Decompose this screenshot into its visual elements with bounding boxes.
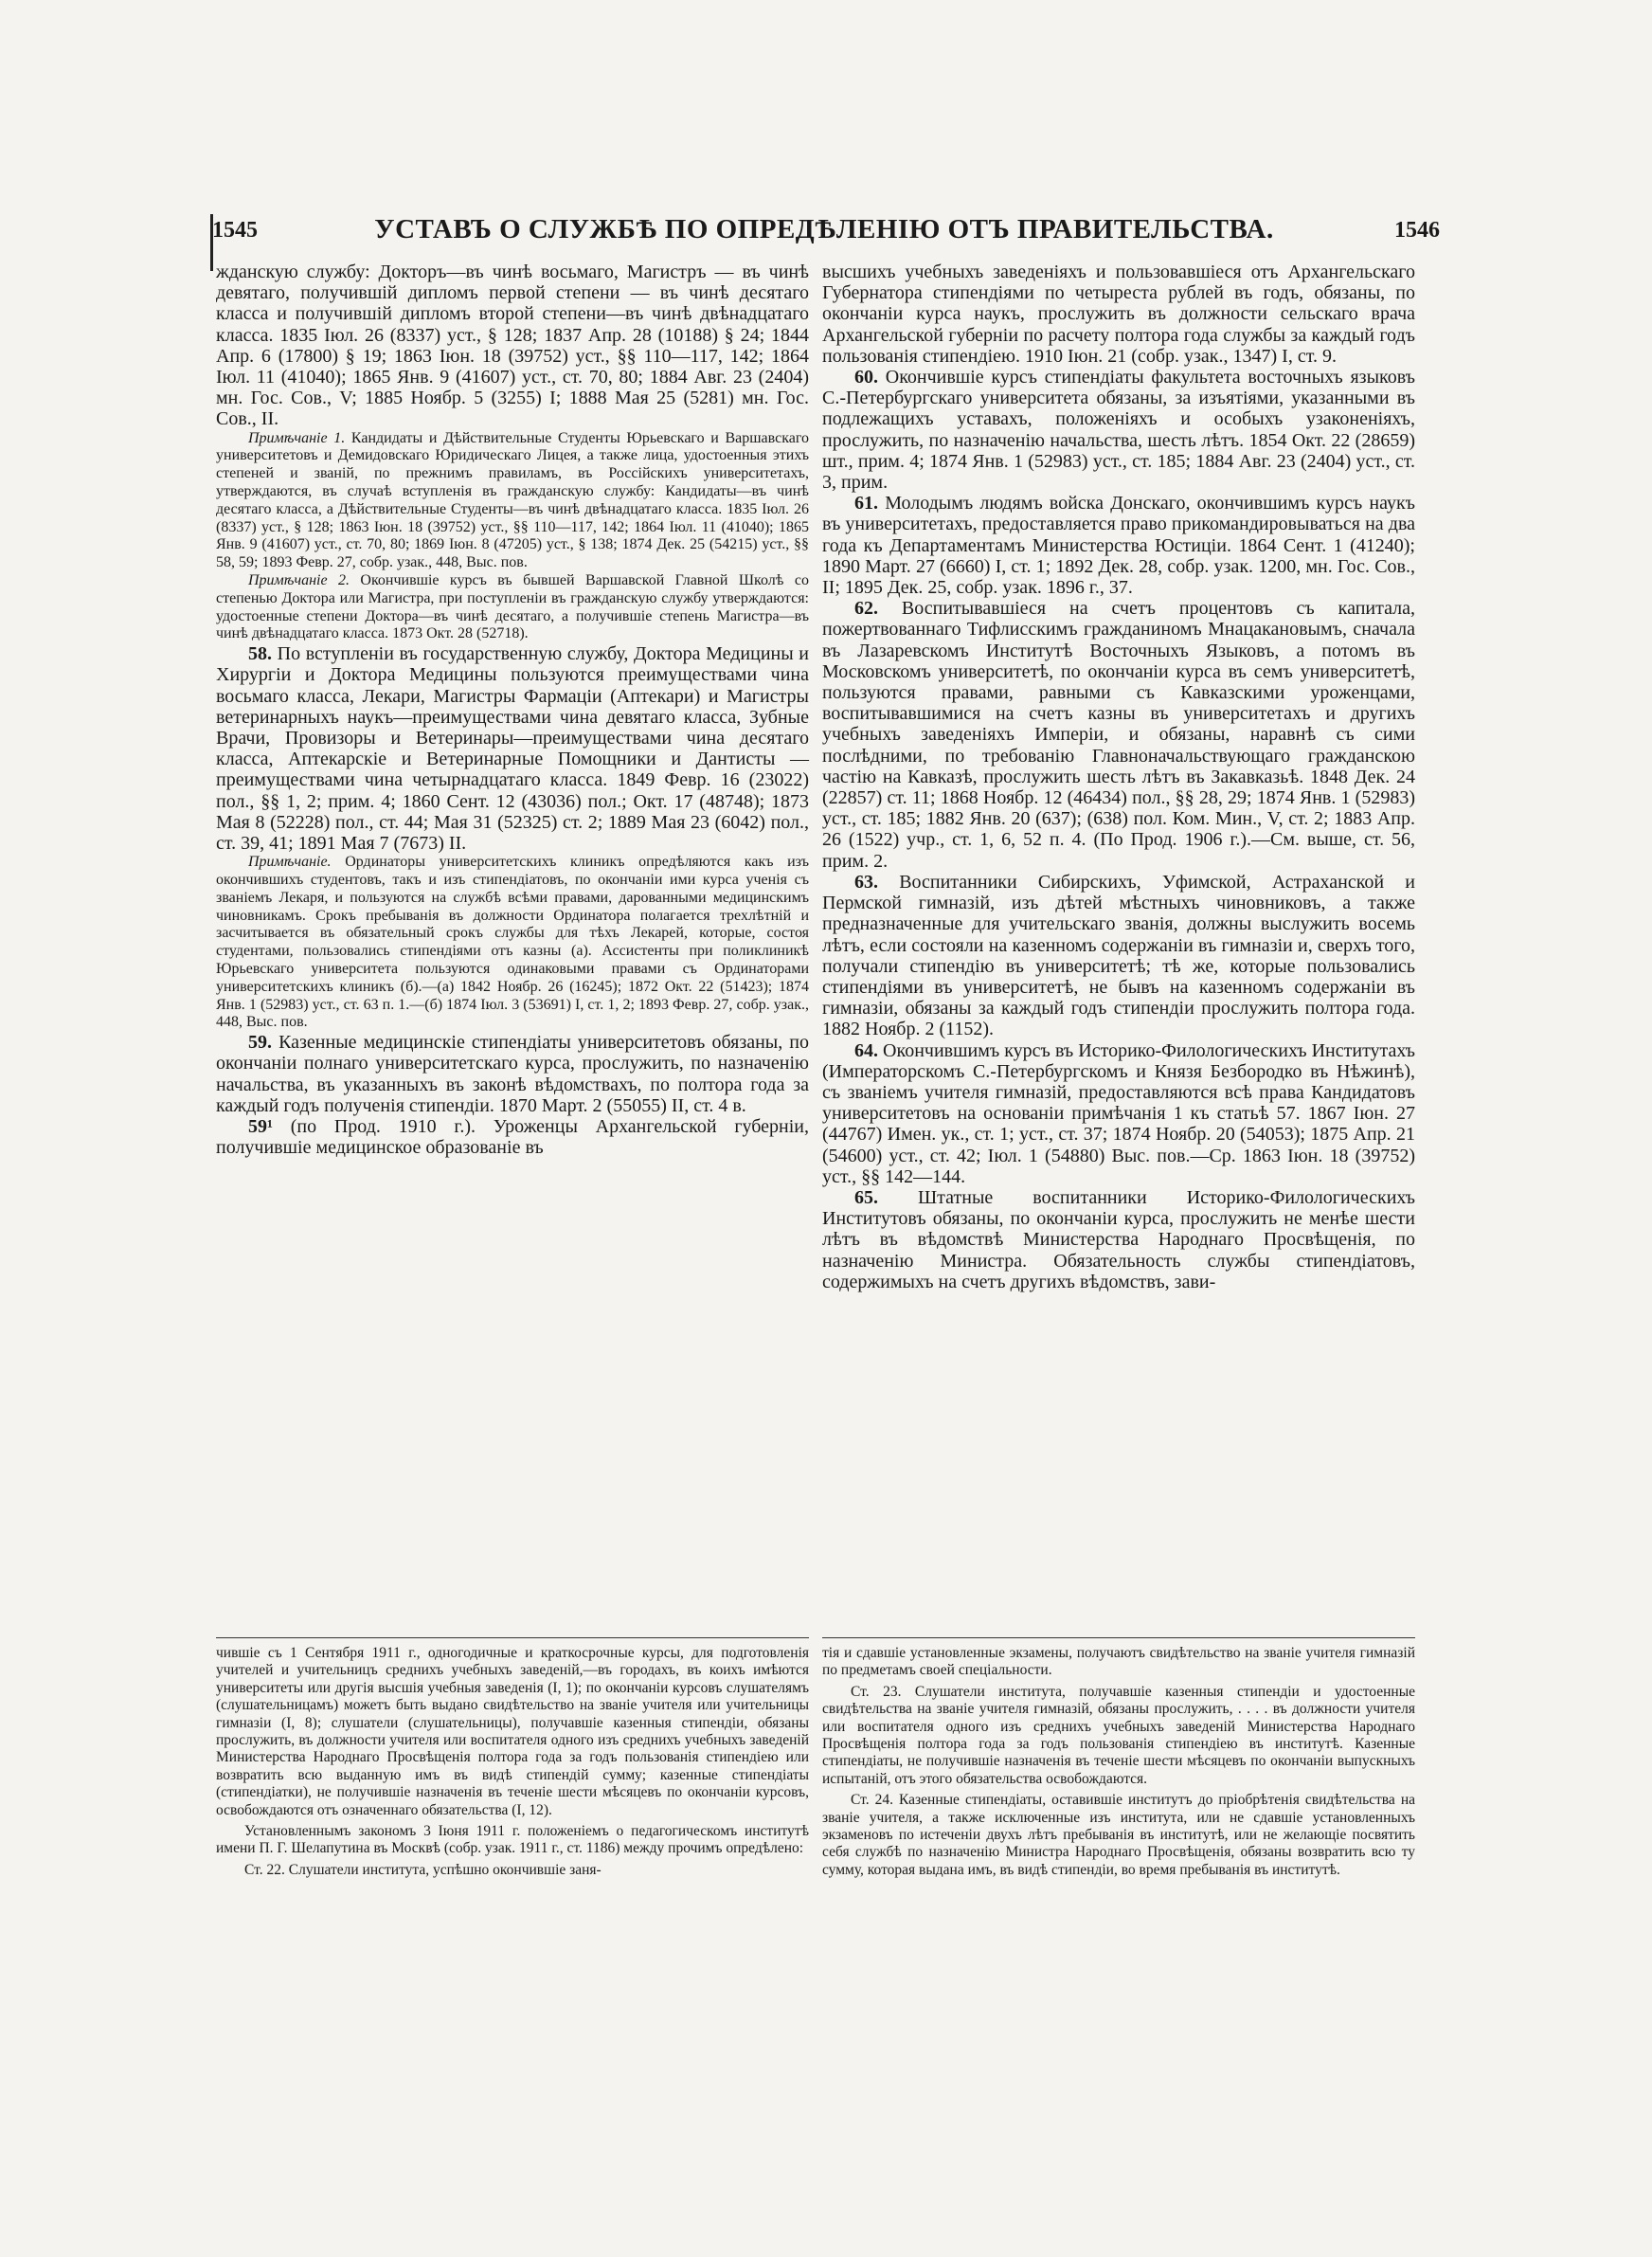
article-58-number: 58. (248, 643, 272, 665)
left-column (216, 262, 809, 1158)
article-59-text: Казенные медицинскіе стипендіаты университетовъ обязаны, по окончаніи полнаго университетскаго курса, прослужить, по назначенію начальства, въ указанныхъ въ законѣ вѣдомствахъ, по полтора года за каждый годъ полученія стипендіи. 1870 Март. 2 (55055) II, ст. 4 в. (216, 1032, 810, 1116)
article-65-text: Штатные воспитанники Историко-Филологическихъ Институтовъ обязаны, по окончаніи курса, прослужить не менѣе шести лѣтъ въ вѣдомствѣ Министерства Народнаго Просвѣщенія, по назначенію Министра. Обязательность службы стипендіатовъ, содержимыхъ на счетъ другихъ вѣдомствъ, зави- (822, 1186, 1415, 1292)
footnote-right-3: Ст. 24. Казенные стипендіаты, оставившіе институтъ до пріобрѣтенія свидѣтельства на званіе учителя, а также исключенные изъ института, или не сдавшіе установленныхъ экзаменовъ по истеченіи двухъ лѣтъ пребыванія въ институтѣ, или не желающіе посвятить себя службѣ по назначенію Министра Народнаго Просвѣщенія, обязаны возвратить всю ту сумму, которая выдана имъ, въ видѣ стипендіи, во время пребыванія въ институтѣ. (822, 1792, 1415, 1878)
left-body (216, 262, 809, 430)
note-2-text: Окончившіе курсъ въ бывшей Варшавской Главной Школѣ со степенью Доктора или Магистра, при поступленіи въ гражданскую службу утверждаются: удостоенные степени Доктора—въ чинѣ десятаго, а получившіе степень Магистра—въ чинѣ двѣнадцатаго класса. 1873 Окт. 28 (52718). (216, 572, 809, 642)
article-62-number: 62. (854, 598, 878, 620)
article-63 (822, 872, 1415, 1040)
article-62 (822, 598, 1415, 872)
footnote-right-2: Ст. 23. Слушатели института, получавшіе казенныя стипендіи и удостоенные свидѣтельства на званіе учителя гимназій, обязаны прослужить, . . . . въ должности учителя или воспитателя одного изъ среднихъ учебныхъ заведеній Министерства Народнаго Просвѣщенія полтора года за годъ пользованія стипендіею въ институтѣ. Казенные стипендіаты, не получившіе назначенія въ теченіе шести мѣсяцевъ по окончаніи выпускныхъ испытаній, отъ этого обязательства освобождаются. (822, 1683, 1415, 1787)
note-3-text: Ординаторы университетскихъ клиникъ опредѣляются какъ изъ окончившихъ студентовъ, такъ и изъ стипендіатовъ, по окончаніи ими курса ученія съ званіемъ Лекаря, и пользуются на службѣ всѣми правами, дарованными медицинскимъ чиновникамъ. Срокъ пребыванія въ должности Ординатора полагается трехлѣтній и засчитывается въ обязательный срокъ службы для тѣхъ Лекарей, которые, состоя студентами, пользовались стипендіями отъ казны (а). Ассистенты при поликлиникѣ Юрьевскаго университета пользуются одинаковыми правами съ Ординаторами университетскихъ клиникъ (б).—(а) 1842 Ноябр. 26 (16245); 1872 Окт. 22 (51423); 1874 Янв. 1 (52983) уст., ст. 63 п. 1.—(б) 1874 Іюл. 3 (53691) I, ст. 1, 2; 1893 Февр. 27, собр. узак., 448, Выс. пов. (216, 854, 809, 1031)
page-title: УСТАВЪ О СЛУЖБѢ ПО ОПРЕДѢЛЕНІЮ ОТЪ ПРАВИТЕЛЬСТВА. (374, 214, 1274, 244)
article-61-text: Молодымъ людямъ войска Донскаго, окончившимъ курсъ наукъ въ университетахъ, предоставляется право прикомандировываться на два года къ Департаментамъ Министерства Юстиціи. 1864 Сент. 1 (41240); 1890 Март. 27 (6660) I, ст. 1; 1892 Дек. 28, собр. узак. 1200, мн. Гос. Сов., II; 1895 Дек. 25, собр. узак. 1896 г., 37. (822, 493, 1415, 599)
article-59-block (216, 1032, 809, 1158)
article-58-text: По вступленіи въ государственную службу, Доктора Медицины и Хирургіи и Доктора Медицины пользуются преимуществами чина восьмаго класса, Лекари, Магистры Фармаціи (Аптекари) и Магистры ветеринарныхъ наукъ—преимуществами чина девятаго класса, Зубные Врачи, Провизоры и Ветеринары—преимуществами чина десятаго класса, Аптекарскіе и Ветеринарные Помощники и Дантисты — преимуществами чина четырнадцатаго класса. 1849 Февр. 16 (23022) пол., §§ 1, 2; прим. 4; 1860 Сент. 12 (43036) пол.; Окт. 17 (48748); 1873 Мая 8 (52228) пол., ст. 44; Мая 31 (52325) ст. 2; 1889 Мая 23 (6042) пол., ст. 39, 41; 1891 Мая 7 (7673) II. (216, 643, 810, 855)
article-64-number: 64. (854, 1039, 878, 1061)
continued-paragraph: жданскую службу: Докторъ—въ чинѣ восьмаго, Магистръ — въ чинѣ девятаго, получившій дипломъ первой степени — въ чинѣ десятаго класса и получившій дипломъ второй степени—въ чинѣ двѣнадцатаго класса. 1835 Іюл. 26 (8337) уст., § 128; 1837 Апр. 28 (10188) § 24; 1844 Апр. 6 (17800) § 19; 1863 Іюн. 18 (39752) уст., §§ 110—117, 142; 1864 Іюл. 11 (41040); 1865 Янв. 9 (41607) уст., ст. 70, 80; 1884 Авг. 23 (2404) мн. Гос. Сов., V; 1885 Ноябр. 5 (3255) I; 1888 Мая 25 (5281) мн. Гос. Сов., II. (216, 262, 809, 430)
article-59-1-number: 59¹ (248, 1116, 273, 1137)
article-65-number: 65. (854, 1186, 878, 1208)
article-63-number: 63. (854, 871, 878, 893)
footnote-left-2: Установленнымъ закономъ 3 Іюня 1911 г. положеніемъ о педагогическомъ институтѣ имени П. Г. Шелапутина въ Москвѣ (собр. узак. 1911 г., ст. 1186) между прочимъ опредѣлено: (216, 1823, 809, 1857)
article-64-text: Окончившимъ курсъ въ Историко-Филологическихъ Институтахъ (Императорскомъ С.-Петербургскомъ и Князя Безбородко въ Нѣжинѣ), съ званіемъ учителя гимназій, предоставляются всѣ права Кандидатовъ университетовъ на основаніи примѣчанія 1 къ статьѣ 57. 1867 Іюн. 27 (44767) Имен. ук., ст. 1; уст., ст. 37; 1874 Ноябр. 20 (54053); 1875 Апр. 21 (54600) уст., ст. 42; Іюл. 1 (54880) Выс. пов.—Ср. 1863 Іюн. 18 (39752) уст., §§ 142—144. (822, 1039, 1415, 1187)
article-60 (822, 367, 1415, 493)
note-2-label: Примѣчаніе 2. (248, 572, 350, 588)
page-number-right: 1546 (1394, 218, 1440, 243)
right-column (822, 262, 1415, 1292)
article-59-number: 59. (248, 1032, 272, 1054)
article-59-1 (216, 1116, 809, 1158)
note-1-text: Кандидаты и Дѣйствительные Студенты Юрьевскаго и Варшавскаго университетовъ и Демидовскаго Юридическаго Лицея, а также лица, удостоенныя этихъ степеней и званій, по прежнимъ правиламъ, въ Россійскихъ университетахъ, утверждаются, въ случаѣ вступленія въ гражданскую службу: Кандидаты—въ чинѣ десятаго класса, а Дѣйствительные Студенты—въ чинѣ двѣнадцатаго класса. 1835 Іюл. 26 (8337) уст., § 128; 1863 Іюн. 18 (39752) уст., §§ 110—117, 142; 1864 Іюл. 11 (41040); 1865 Янв. 9 (41607) уст., ст. 70, 80; 1869 Іюн. 8 (47205) уст., § 138; 1874 Дек. 25 (54215) уст., §§ 58, 59; 1893 Февр. 27, собр. узак., 448, Выс. пов. (216, 429, 810, 571)
page-number-left: 1545 (212, 218, 258, 243)
footnote-rule-right (822, 1637, 1415, 1638)
article-60-number: 60. (854, 367, 878, 388)
article-63-text: Воспитанники Сибирскихъ, Уфимской, Астраханской и Пермской гимназій, изъ дѣтей мѣстныхъ чиновниковъ, а также предназначенные для учительскаго званія, должны выслужить восемь лѣтъ, если состояли на казенномъ содержаніи въ гимназіи и, сверхъ того, получали стипендію въ университетѣ; тѣ же, которые пользовались стипендіями въ университетѣ, не бывъ на казенномъ содержаніи въ гимназіи, обязаны за каждый годъ стипендіи прослужить полтора года. 1882 Ноябр. 2 (1152). (822, 871, 1415, 1040)
note-1 (216, 430, 809, 572)
continued-paragraph-right: высшихъ учебныхъ заведеніяхъ и пользовавшіеся отъ Архангельскаго Губернатора стипендіями по четыреста рублей въ годъ, обязаны, по окончаніи курса наукъ, прослужить въ должности сельскаго врача Архангельской губерніи по расчету полтора года службы за каждый годъ пользованія стипендіею. 1910 Іюн. 21 (собр. узак., 1347) I, ст. 9. (822, 262, 1415, 367)
footnote-rule-left (216, 1637, 809, 1638)
footnotes-right (822, 1645, 1415, 1883)
article-59 (216, 1032, 809, 1116)
article-59-1-text: (по Прод. 1910 г.). Уроженцы Архангельской губерніи, получившіе медицинское образованіе въ (216, 1116, 810, 1159)
article-60-text: Окончившіе курсъ стипендіаты факультета восточныхъ языковъ С.-Петербургскаго университета обязаны, за изъятіями, указанными въ подлежащихъ уставахъ, положеніяхъ и особыхъ узаконеніяхъ, прослужить, по назначенію начальства, шесть лѣтъ. 1854 Окт. 22 (28659) шт., прим. 4; 1874 Янв. 1 (52983) уст., ст. 185; 1884 Авг. 23 (2404) уст., ст. 3, прим. (822, 367, 1416, 494)
right-body (822, 262, 1415, 1292)
footnotes-left (216, 1645, 809, 1883)
note-2 (216, 572, 809, 643)
article-58 (216, 643, 809, 854)
article-62-text: Воспитывавшіеся на счетъ процентовъ съ капитала, пожертвованнаго Тифлисскимъ гражданиномъ Мнацакановымъ, сначала въ Лазаревскомъ Институтѣ Восточныхъ Языковъ, а потомъ въ Московскомъ университетѣ, по окончаніи курса въ семъ университетѣ, пользуются правами, равными съ Кавказскими уроженцами, воспитывавшимися на счетъ казны въ университетахъ и другихъ учебныхъ заведеніяхъ Имперіи, и обязаны, наравнѣ съ сими послѣдними, по требованію Главноначальствующаго гражданскою частію на Кавказѣ, прослужить шесть лѣтъ въ Закавказьѣ. 1848 Дек. 24 (22857) ст. 11; 1868 Ноябр. 12 (46434) пол., §§ 28, 29; 1874 Янв. 1 (52983) уст., ст. 185; 1882 Янв. 20 (637); (638) пол. Ком. Мин., V, ст. 2; 1883 Апр. 26 (1522) учр., ст. 1, 6, 52 п. 4. (По Прод. 1906 г.).—См. выше, ст. 56, прим. 2. (822, 598, 1416, 872)
footnote-left-1: чившіе съ 1 Сентября 1911 г., одногодичные и краткосрочные курсы, для подготовленія учителей и учительницъ среднихъ учебныхъ заведеній,—въ городахъ, въ коихъ имѣются университеты или другія высшія учебныя заведенія (I, 1); по окончаніи курсовъ слушателямъ (слушательницамъ) можетъ быть выдано свидѣтельство на званіе учителя или учительницы гимназіи (I, 8); слушатели (слушательницы), получавшіе казенныя стипендіи, обязаны прослужить, въ должности учителя или воспитателя одного изъ среднихъ учебныхъ заведеній Министерства Народнаго Просвѣщенія полтора года за годъ пользованія стипендіею или возвратить всю выданную имъ въ видѣ стипендій сумму; казенные стипендіаты (стипендіатки), не получившіе назначенія въ теченіе шести мѣсяцевъ по окончаніи курсовъ, освобождаются отъ означеннаго обязательства (I, 12). (216, 1645, 809, 1818)
footnote-right-1: тія и сдавшіе установленные экзамены, получаютъ свидѣтельство на званіе учителя гимназій по предметамъ своей спеціальности. (822, 1645, 1415, 1679)
running-header (208, 214, 1440, 256)
footnote-left-3: Ст. 22. Слушатели института, успѣшно окончившіе заня- (244, 1861, 602, 1878)
note-3-label: Примѣчаніе. (248, 854, 332, 871)
article-65 (822, 1187, 1415, 1292)
article-64 (822, 1040, 1415, 1187)
article-58-block (216, 643, 809, 854)
note-1-label: Примѣчаніе 1. (248, 429, 346, 446)
article-61-number: 61. (854, 493, 878, 515)
article-61 (822, 493, 1415, 598)
note-3 (216, 854, 809, 1032)
